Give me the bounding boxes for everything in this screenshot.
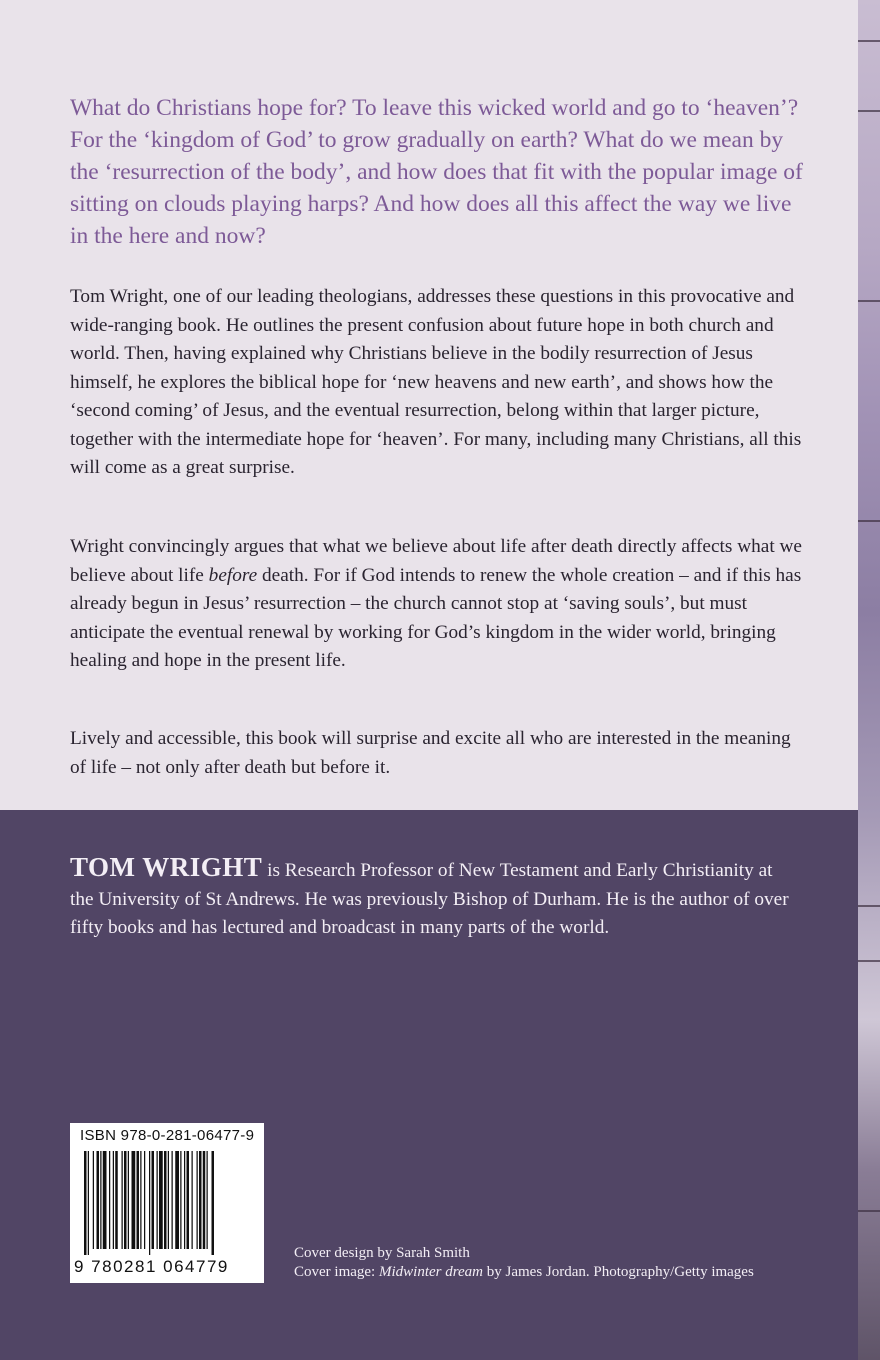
barcode-bar [144, 1151, 145, 1249]
design-credit: Cover design by Sarah Smith [294, 1245, 470, 1261]
image-credit-title: Midwinter dream [378, 1264, 484, 1280]
barcode-bar [199, 1151, 202, 1249]
barcode-bar [149, 1151, 150, 1255]
cover-photo-edge [858, 0, 880, 1360]
paragraph-2-end: death. For if God intends to renew the whole creation – and if this has already begun in Jesus’ resurrection – the church cannot stop at ‘saving souls’, but must anticipate the eventual renewal by working for God’s kingdom in the wider world, bringing healing and hope in the present life. [70, 564, 802, 671]
barcode-bar [212, 1151, 215, 1255]
barcode-bar [159, 1151, 163, 1249]
barcode-bars [84, 1151, 250, 1255]
image-credit-suffix: by James Jordan. Photography/Getty images [483, 1264, 754, 1280]
barcode-bar [137, 1151, 140, 1249]
description-paragraph-2 [70, 533, 810, 676]
paragraph-2-start: Wright convincingly argues that what we believe about life after death directly affects what we believe about life [70, 536, 802, 586]
isbn-label: ISBN 978-0-281-06477-9 [80, 1127, 255, 1144]
barcode-bar [84, 1151, 87, 1255]
barcode-bar [192, 1151, 193, 1249]
barcode-bar [197, 1151, 198, 1249]
barcode-bar [180, 1151, 181, 1249]
author-name: TOM WRIGHT [70, 852, 263, 882]
barcode-bar [103, 1151, 107, 1249]
barcode-bar [128, 1151, 129, 1249]
image-credit-prefix: Cover image: [294, 1264, 379, 1280]
isbn-barcode [70, 1123, 264, 1283]
barcode-bar [93, 1151, 94, 1249]
barcode-bar [175, 1151, 179, 1249]
barcode-bar [172, 1151, 173, 1249]
author-bio [70, 853, 790, 943]
barcode-bar [132, 1151, 136, 1249]
author-bio-text: is Research Professor of New Testament and Early Christianity at the University of St Andrews. He was previously Bishop of Durham. He is the author of over fifty books and has lectured and broadcast in many parts of the world. [70, 860, 789, 938]
description-paragraph-1: Tom Wright, one of our leading theologians, addresses these questions in this provocative and wide-ranging book. He outlines the present confusion about future hope in both church and world. Then, having explained why Christians believe in the bodily resurrection of Jesus himself, he explores the biblical hope for ‘new heavens and new earth’, and shows how the ‘second coming’ of Jesus, and the eventual resurrection, belong within that larger picture, together with the intermediate hope for ‘heaven’. For many, including many Christians, all this will come as a great surprise. [70, 286, 802, 478]
barcode-bar [207, 1151, 208, 1249]
barcode-bar [122, 1151, 123, 1249]
barcode-bar [187, 1151, 190, 1249]
barcode-digits: 9 780281 064779 [74, 1257, 229, 1276]
barcode-bar [184, 1151, 185, 1249]
barcode-bar [140, 1151, 141, 1249]
barcode-bar [157, 1151, 158, 1249]
barcode-bar [124, 1151, 127, 1249]
barcode-bar [164, 1151, 167, 1249]
barcode-bar [109, 1151, 110, 1249]
paragraph-2-emphasis: before [208, 564, 258, 586]
description-paragraph-3: Lively and accessible, this book will surprise and excite all who are interested in the meaning of life – not only after death but before it. [70, 728, 791, 778]
barcode-bar [113, 1151, 114, 1249]
barcode-bar [115, 1151, 118, 1249]
lead-paragraph: What do Christians hope for? To leave this wicked world and go to ‘heaven’? For the ‘kingdom of God’ to grow gradually on earth? What do we mean by the ‘resurrection of the body’, and how does that fit with the popular image of sitting on clouds playing harps? And how does all this affect the way we live in the here and now? [70, 95, 803, 249]
barcode-bar [88, 1151, 89, 1255]
barcode-bar [168, 1151, 169, 1249]
barcode-bar [203, 1151, 206, 1249]
barcode-bar [100, 1151, 101, 1249]
barcode-bar [152, 1151, 155, 1249]
barcode-bar [97, 1151, 100, 1249]
cover-credits [294, 1244, 754, 1282]
